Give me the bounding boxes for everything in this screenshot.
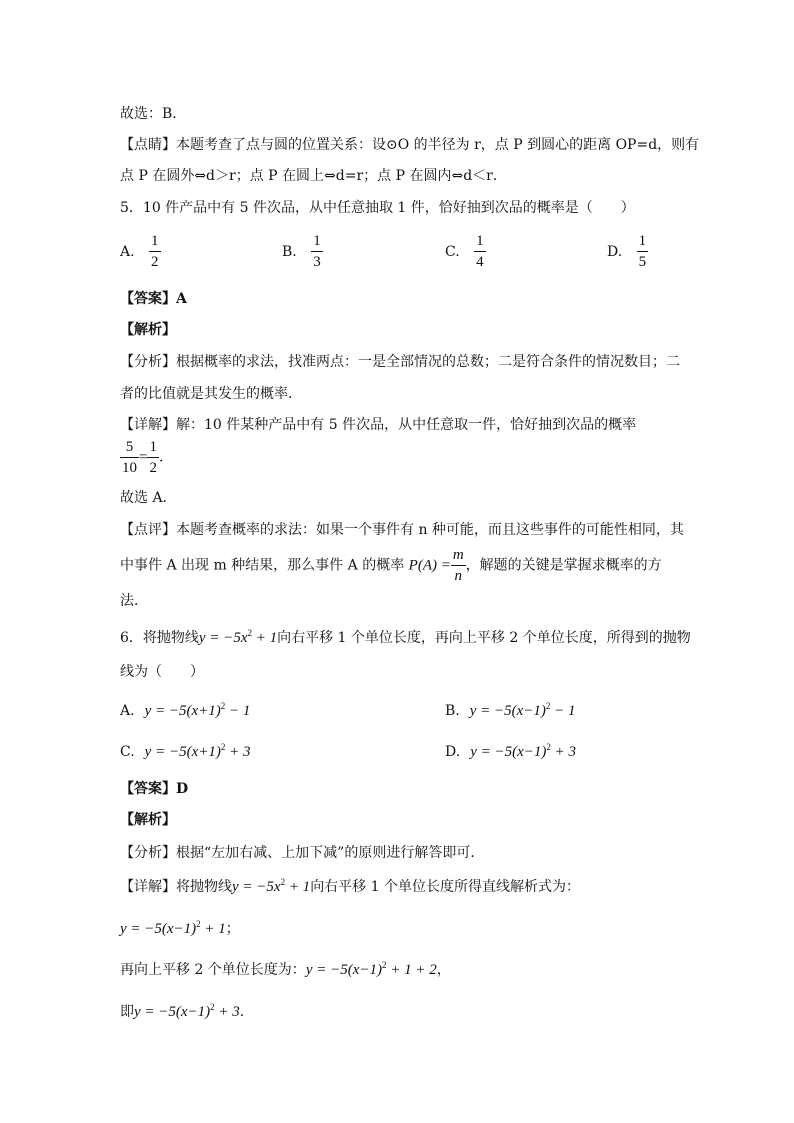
detail-6-step-2: 再向上平移 2 个单位长度为：$y = -5(x-1)^2 + 1 + 2$， — [120, 960, 451, 978]
question-6-stem-line-1: 6．将抛物线$y = -5x^2 + 1$向右平移 1 个单位长度，再向上平移 2 个单位长度，所得到的抛物 — [120, 628, 691, 646]
q5-option-a — [120, 232, 161, 271]
q6-option-b: B. $y = -5(x-1)^2 - 1$ — [445, 701, 576, 719]
dianping-line-2: 中事件 A 出现 m 种结果，那么事件 A 的概率 P(A) = $\frac{m}{n}$ ，解题的关键是掌握求概率的方 — [120, 547, 662, 584]
detail-6-step-3: 即$y = -5(x-1)^2 + 3$． — [120, 1002, 254, 1020]
option-label: D. — [607, 243, 623, 260]
dianping-line-1: 【点评】本题考查概率的求法：如果一个事件有 n 种可能，而且这些事件的可能性相同，其 — [120, 522, 684, 538]
q5-option-d — [607, 232, 648, 271]
fraction: $\frac{1}{5}$ — [638, 233, 647, 270]
parabola-expression: $y = -5x^2 + 1$ — [198, 628, 278, 646]
answer-5: 【答案】A — [120, 291, 187, 307]
question-5-stem: 5．10 件产品中有 5 件次品，从中任意抽取 1 件，恰好抽到次品的概率是（ ） — [120, 200, 635, 216]
option-label: B. — [282, 243, 297, 260]
q5-option-c — [445, 232, 486, 271]
fenxi-5-line-1: 【分析】根据概率的求法，找准两点：一是全部情况的总数；二是符合条件的情况数目；二 — [120, 354, 680, 370]
q5-option-b — [282, 232, 323, 271]
dianping-line-3: 法． — [120, 593, 148, 609]
fraction-m-n: $\frac{m}{n}$ — [452, 547, 464, 584]
line-conclusion-b: 故选：B． — [120, 106, 187, 122]
dianjing-line-2: 点 P 在圆外⇔d＞r；点 P 在圆上⇔d=r；点 P 在圆内⇔d＜r． — [120, 168, 507, 184]
fraction-1-2: $\frac{1}{2}$ — [149, 439, 157, 476]
question-6-stem-line-2: 线为（ ） — [120, 664, 204, 680]
fraction: $\frac{1}{4}$ — [476, 233, 484, 270]
analysis-6-heading: 【解析】 — [120, 812, 176, 828]
fenxi-5-line-2: 者的比值就是其发生的概率． — [120, 386, 302, 402]
detail-5-line-1: 【详解】解：10 件某种产品中有 5 件次品，从中任意取一件，恰好抽到次品的概率 — [120, 417, 637, 433]
conclusion-5: 故选 A． — [120, 490, 177, 506]
detail-6-step-1: $y = -5(x-1)^2 + 1$； — [120, 919, 240, 937]
probability-formula: P(A) = — [408, 557, 451, 574]
detail-5-equation: $\frac{5}{10}$ = $\frac{1}{2}$ ． — [122, 439, 173, 476]
detail-6-line-1: 【详解】将抛物线$y = -5x^2 + 1$向右平移 1 个单位长度所得直线解析式为： — [120, 877, 580, 895]
fraction: $\frac{1}{3}$ — [313, 233, 321, 270]
dianjing-line-1: 【点睛】本题考查了点与圆的位置关系：设⊙O 的半径为 r，点 P 到圆心的距离 OP=d，则有 — [120, 137, 700, 153]
analysis-5-heading: 【解析】 — [120, 322, 176, 338]
answer-6: 【答案】D — [120, 781, 189, 797]
option-label: A. — [120, 243, 135, 260]
fraction: $\frac{1}{2}$ — [151, 233, 159, 270]
fenxi-6: 【分析】根据“左加右减、上加下减”的原则进行解答即可． — [120, 845, 485, 861]
fraction-5-10: $\frac{5}{10}$ — [122, 439, 137, 476]
q6-option-c: C. $y = -5(x+1)^2 + 3$ — [120, 742, 251, 760]
q6-option-a: A. $y = -5(x+1)^2 - 1$ — [120, 701, 251, 719]
option-label: C. — [445, 243, 460, 260]
parabola-expression: $y = -5x^2 + 1$ — [232, 877, 311, 895]
q6-option-d: D. $y = -5(x-1)^2 + 3$ — [445, 742, 576, 760]
